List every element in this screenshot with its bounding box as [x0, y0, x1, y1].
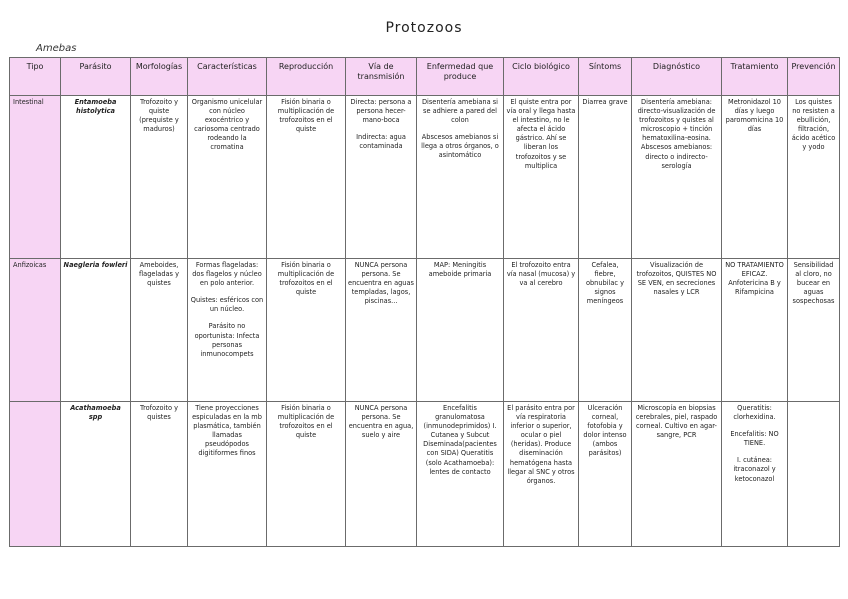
cell-caracteristicas: Tiene proyecciones espiculadas en la mb plasmática, también llamadas pseudópodos digitiformes finos [188, 402, 267, 547]
cell-tipo: Intestinal [10, 96, 61, 259]
table-header-row [10, 58, 840, 96]
enfermedad-disenteria: Disentería amebiana si se adhiere a pared del colon [421, 98, 499, 125]
via-indirecta: Indirecta: agua contaminada [356, 133, 406, 151]
header-caracteristicas: Características [188, 58, 267, 96]
caracteristicas-quistes: Quistes: esféricos con un núcleo. [190, 296, 264, 314]
cell-reproduccion: Fisión binaria o multiplicación de trofozoitos en el quiste [267, 96, 346, 259]
protozoos-table [9, 57, 840, 547]
table-row [10, 96, 840, 259]
cell-tratamiento: Metronidazol 10 días y luego paromomicina 10 días [722, 96, 788, 259]
header-parasito: Parásito [61, 58, 131, 96]
cell-parasito: Naegleria fowleri [61, 259, 131, 402]
header-enfermedad: Enfermedad que produce [417, 58, 504, 96]
cell-tratamiento: NO TRATAMIENTO EFICAZ. Anfotericina B y Rifampicina [722, 259, 788, 402]
via-directa: Directa: persona a persona hecer-mano-boca [350, 98, 412, 125]
tratamiento-queratitis: Queratitis: clorhexidina. [733, 404, 776, 422]
cell-morfologias: Trofozoito y quiste (prequiste y maduros) [131, 96, 188, 259]
tratamiento-cutanea: I. cutánea: itraconazol y ketoconazol [733, 456, 776, 483]
cell-sintomas: Ulceración corneal, fotofobia y dolor intenso (ambos parásitos) [579, 402, 632, 547]
cell-caracteristicas [188, 259, 267, 402]
cell-sintomas: Diarrea grave [579, 96, 632, 259]
header-reproduccion: Reproducción [267, 58, 346, 96]
cell-reproduccion: Fisión binaria o multiplicación de trofozoitos en el quiste [267, 402, 346, 547]
cell-parasito: Acathamoeba spp [61, 402, 131, 547]
table-row [10, 259, 840, 402]
header-ciclo: Ciclo biológico [504, 58, 579, 96]
cell-prevencion: Sensibilidad al cloro, no bucear en aguas sospechosas [788, 259, 840, 402]
cell-diagnostico: Visualización de trofozoitos, QUISTES NO SE VEN, en secreciones nasales y LCR [632, 259, 722, 402]
header-tipo: Tipo [10, 58, 61, 96]
header-prevencion: Prevención [788, 58, 840, 96]
cell-ciclo: El quiste entra por vía oral y llega hasta el intestino, no le afecta el ácido gástrico. Ahí se liberan los trofozoitos y se multiplica [504, 96, 579, 259]
header-via: Vía de transmisión [346, 58, 417, 96]
cell-enfermedad: Encefalitis granulomatosa (inmunodeprimidos) I. Cutanea y Subcut Diseminada(pacientes con SIDA) Queratitis (solo Acathamoeba): lentes de contacto [417, 402, 504, 547]
cell-enfermedad [417, 96, 504, 259]
header-morfologias: Morfologías [131, 58, 188, 96]
cell-tipo [10, 402, 61, 547]
cell-morfologias: Trofozoito y quistes [131, 402, 188, 547]
cell-reproduccion: Fisión binaria o multiplicación de trofozoitos en el quiste [267, 259, 346, 402]
table-row [10, 402, 840, 547]
cell-prevencion: Los quistes no resisten a ebullición, filtración, ácido acético y yodo [788, 96, 840, 259]
header-sintomas: Síntoms [579, 58, 632, 96]
cell-tratamiento [722, 402, 788, 547]
cell-caracteristicas: Organismo unicelular con núcleo exocéntrico y cariosoma centrado rodeando la cromatina [188, 96, 267, 259]
page-title: Protozoos [385, 20, 463, 36]
cell-tipo: Anfizoicas [10, 259, 61, 402]
cell-via: NUNCA persona persona. Se encuentra en aguas templadas, lagos, piscinas... [346, 259, 417, 402]
caracteristicas-flageladas: Formas flageladas: dos flagelos y núcleo en polo anterior. [192, 261, 262, 288]
header-tratamiento: Tratamiento [722, 58, 788, 96]
section-label: Amebas [36, 43, 77, 54]
cell-diagnostico: Disentería amebiana: directo-visualización de trofozoitos y quistes al microscopio + tinción hematoxilina-eosina. Abscesos amebianos: directo o indirecto-serología [632, 96, 722, 259]
enfermedad-abscesos: Abscesos amebianos si llega a otros órganos, o asintomático [421, 133, 499, 160]
cell-via [346, 96, 417, 259]
cell-morfologias: Ameboides, flageladas y quistes [131, 259, 188, 402]
header-diagnostico: Diagnóstico [632, 58, 722, 96]
tratamiento-encefalitis: Encefalitis: NO TIENE. [730, 430, 779, 448]
cell-ciclo: El parásito entra por vía respiratoria inferior o superior, ocular o piel (heridas). Produce diseminación hematógena hasta llegar al SNC y otros órganos. [504, 402, 579, 547]
cell-via: NUNCA persona persona. Se encuentra en agua, suelo y aire [346, 402, 417, 547]
cell-parasito: Entamoeba histolytica [61, 96, 131, 259]
cell-diagnostico: Microscopía en biopsias cerebrales, piel, raspado corneal. Cultivo en agar-sangre, PCR [632, 402, 722, 547]
cell-sintomas: Cefalea, fiebre, obnubilac y signos meníngeos [579, 259, 632, 402]
cell-prevencion [788, 402, 840, 547]
cell-enfermedad: MAP: Meningitis ameboide primaria [417, 259, 504, 402]
caracteristicas-parasito: Parásito no oportunista: Infecta personas inmunocompets [194, 322, 260, 358]
cell-ciclo: El trofozoito entra vía nasal (mucosa) y va al cerebro [504, 259, 579, 402]
